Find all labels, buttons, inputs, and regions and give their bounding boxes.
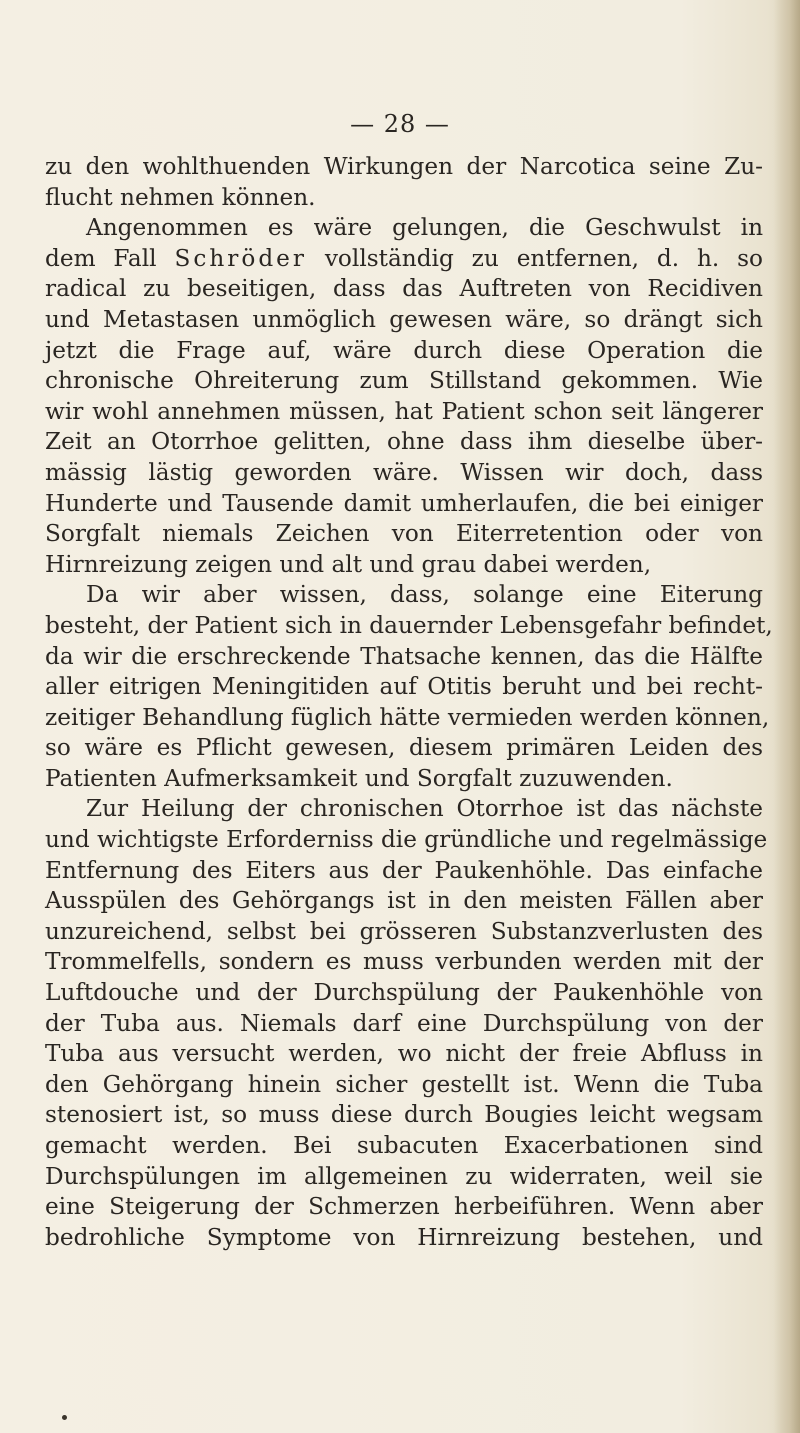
text-line: so wäre es Pflicht gewesen, diesem primären Leiden des [45, 734, 763, 762]
text-line: Hunderte und Tausende damit umherlaufen, die bei einiger [45, 489, 763, 517]
text-line: mässig lästig geworden wäre. Wissen wir doch, dass [45, 458, 763, 486]
text-line: jetzt die Frage auf, wäre durch diese Operation die [45, 336, 763, 364]
text-line: flucht nehmen können. [45, 183, 316, 211]
text-line: besteht, der Patient sich in dauernder Lebensgefahr befindet, [45, 611, 773, 639]
text-line: der Tuba aus. Niemals darf eine Durchspülung von der [45, 1009, 763, 1037]
text-line: eine Steigerung der Schmerzen herbeiführen. Wenn aber [45, 1193, 763, 1221]
page-number: — 28 — [350, 110, 450, 138]
text-line: aller eitrigen Meningitiden auf Otitis beruht und bei recht- [45, 673, 763, 701]
text-line: Sorgfalt niemals Zeichen von Eiterretention oder von [45, 520, 763, 548]
text-line: chronische Ohreiterung zum Stillstand gekommen. Wie [45, 367, 763, 395]
print-speck [62, 1415, 67, 1420]
text-line: da wir die erschreckende Thatsache kennen, das die Hälfte [45, 642, 763, 670]
body-text [45, 152, 773, 1253]
text-line: den Gehörgang hinein sicher gestellt ist. Wenn die Tuba [45, 1070, 763, 1098]
text-line: und Metastasen unmöglich gewesen wäre, so drängt sich [45, 305, 763, 333]
page-edge-shadow [774, 0, 800, 1433]
text-line-segment: dem Fall [45, 244, 175, 272]
spaced-name: Schröder [174, 244, 307, 272]
text-line: Angenommen es wäre gelungen, die Geschwulst in [86, 214, 763, 242]
text-line [45, 244, 763, 275]
text-line: Patienten Aufmerksamkeit und Sorgfalt zuzuwenden. [45, 764, 673, 792]
text-line: gemacht werden. Bei subacuten Exacerbationen sind [45, 1132, 763, 1159]
text-line: Da wir aber wissen, dass, solange eine Eiterung [86, 581, 763, 609]
text-line: Entfernung des Eiters aus der Paukenhöhle. Das einfache [45, 856, 763, 884]
text-line: stenosiert ist, so muss diese durch Bougies leicht wegsam [45, 1101, 763, 1129]
text-line: bedrohliche Symptome von Hirnreizung bestehen, und [45, 1223, 763, 1251]
text-line: und wichtigste Erforderniss die gründliche und regelmässige [45, 826, 768, 854]
text-line-segment: vollständig zu entfernen, d. h. so [306, 244, 764, 272]
text-line: unzureichend, selbst bei grösseren Substanzverlusten des [45, 917, 763, 945]
text-line: Zeit an Otorrhoe gelitten, ohne dass ihm dieselbe über- [45, 428, 763, 456]
text-line: Hirnreizung zeigen und alt und grau dabei werden, [45, 550, 652, 578]
text-line: zeitiger Behandlung füglich hätte vermieden werden können, [45, 703, 770, 731]
text-line: Trommelfells, sondern es muss verbunden werden mit der [45, 948, 763, 976]
text-line: Durchspülungen im allgemeinen zu widerraten, weil sie [45, 1162, 763, 1190]
text-line: Tuba aus versucht werden, wo nicht der freie Abfluss in [45, 1040, 763, 1068]
text-line: Ausspülen des Gehörgangs ist in den meisten Fällen aber [45, 887, 763, 915]
text-line: wir wohl annehmen müssen, hat Patient schon seit längerer [45, 397, 763, 425]
text-line: radical zu beseitigen, dass das Auftreten von Recidiven [45, 275, 763, 303]
text-line: Luftdouche und der Durchspülung der Paukenhöhle von [45, 979, 763, 1007]
text-line: Zur Heilung der chronischen Otorrhoe ist das nächste [86, 795, 763, 823]
text-line: zu den wohlthuenden Wirkungen der Narcotica seine Zu- [45, 153, 763, 180]
